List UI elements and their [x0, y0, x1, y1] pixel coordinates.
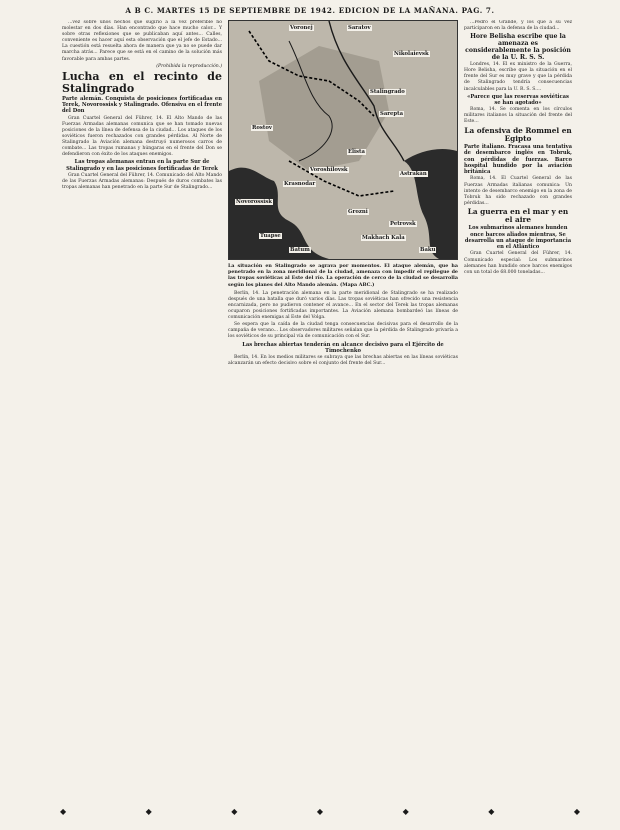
map-label-krasnodar: Krasnodar — [284, 181, 316, 187]
intro-article-text: ...vez sobre unos hechos que sugirió a la vez preferible no molestar en dos días. Han encontrado que hace mucho calor... Y sobre otras reflexiones que se publicaban aquí antes... Calles, conveniente es hacer aquí esta observación que el jefe de Estado... La cuestión está resuelta ahora de manera que ya no se puede dar marcha atrás... Parece que se está en el camino de la solución más favorable para ambas partes. — [62, 20, 222, 62]
map-label-grozni: Grozni — [348, 209, 368, 215]
column-right — [464, 20, 572, 790]
ornament-icon: ◆ — [145, 807, 152, 816]
rommel-headline: La ofensiva de Rommel en Egipto — [464, 125, 572, 143]
map-label-tuapse: Tuapse — [260, 233, 281, 239]
map-label-voronej: Voronej — [290, 25, 313, 31]
map-caption: La situación en Stalingrado se agrava por momentos. El ataque alemán, que ha penetrado en la zona meridional de la ciudad, amenaza con impedir el repliegue de las tropas soviéticas al Este del río. La operación de cerco de la ciudad se desarrolla según los planes del Alto Mando alemán. (Mapa ABC.) — [228, 263, 458, 288]
sea-air-war-headline: La guerra en el mar y en el aire — [467, 206, 569, 225]
stalingrad-headline: Lucha en el recinto de Stalingrado — [62, 69, 222, 95]
page-header: A B C. MARTES 15 DE SEPTIEMBRE DE 1942. EDICION DE LA MAÑANA. PAG. 7. — [125, 6, 495, 15]
map-label-elista: Elista — [348, 149, 365, 155]
map-label-rostov: Rostov — [252, 125, 272, 131]
south-stalingrad-body: Gran Cuartel General del Führer, 14. Comunicado del Alto Mando de las Fuerzas Armadas alemanas: Después de duros combates las tropas alemanas han penetrado en la parte Sur de Stalingrado... — [62, 172, 222, 191]
ornament-icon: ◆ — [402, 807, 409, 816]
ornament-icon: ◆ — [231, 807, 238, 816]
center-body-2: Se espera que la caída de la ciudad tenga consecuencias decisivas para el desarrollo de la campaña de verano... Los observadores militares señalan que la pérdida de Stalingrado privaría a los soviéticos de su principal vía de comunicación con el Sur. — [228, 322, 458, 340]
footer-ornaments — [60, 807, 580, 816]
map-label-voroshilovsk: Voroshilovsk — [310, 167, 348, 173]
map-label-saratov: Saratov — [348, 25, 371, 31]
map-label-makhach-kala: Makhach Kala — [362, 235, 405, 241]
submarines-subhead: Los submarinos alemanes hunden once barcos aliados mientras, Se desarrolla un ataque de importancia en el Atlántico — [464, 225, 572, 251]
reproduction-note: (Prohibida la reproducción.) — [156, 63, 222, 69]
hore-belisha-body: Londres, 14. El ex ministro de la Guerra, Hore Belisha, escribe que la situación en el frente del Sur es muy grave y que la pérdida de Stalingrado tendría consecuencias incalculables para la U. R. S. S.... — [464, 62, 572, 92]
map-label-astrakan: Astrakán — [400, 171, 427, 177]
stalingrad-body: Gran Cuartel General del Führer, 14. El Alto Mando de las Fuerzas Armadas alemanas comunica que se han tomado nuevas posiciones de la línea de defensa de la ciudad... Los ataques de los soviéticos fueron rechazados con grandes pérdidas. Al Norte de Stalingrado la Aviación alemana destruyó numerosos carros de combate... Las tropas rumanas y húngaras en el frente del Don se defendieron con éxito de los ataques enemigos. — [62, 115, 222, 158]
reserves-subhead: «Parece que las reservas soviéticas se han agotado» — [467, 93, 569, 106]
hore-belisha-headline: Hore Belisha escribe que la amenaza es considerablemente la posición de la U. R. S. S. — [465, 33, 571, 62]
ornament-icon: ◆ — [573, 807, 580, 816]
center-body-1: Berlín, 14. La penetración alemana en la parte meridional de Stalingrado se ha realizado después de una batalla que duró varios días. Las tropas soviéticas han ofrecido una resistencia encarnizada, pero no pudieron contener el avance... En el sector del Terek las tropas alemanas ocuparon posiciones fortificadas importantes. La Aviación alemana bombardeó las líneas de comunicación enemigas al Este del Volga. — [228, 290, 458, 321]
timoshenko-subhead: Las brechas abiertas tenderán en alcance decisivo para el Ejército de Timochenko — [242, 341, 444, 354]
rommel-subhead: Parte italiano. Fracasa una tentativa de desembarco inglés en Tobruk, con pérdidas de fuerzas. Barco hospital hundido por la aviación británica — [464, 143, 572, 176]
map-label-stalingrado: Stalingrado — [370, 89, 405, 95]
ornament-icon: ◆ — [316, 807, 324, 816]
ornament-icon: ◆ — [60, 807, 67, 816]
south-stalingrad-headline: Las tropas alemanas entran en la parte Sur de Stalingrado y en las posiciones fortificadas de Terek — [66, 159, 218, 172]
center-body-3: Berlín, 14. En los medios militares se subraya que las brechas abiertas en las líneas soviéticas alcanzarán un efecto decisivo sobre el conjunto del frente del Sur... — [228, 355, 458, 367]
stalingrad-subhead: Parte alemán. Conquista de posiciones fortificadas en Terek, Novorossisk y Stalingrado. Ofensiva en el frente del Don — [62, 95, 222, 115]
map-label-nikolaievsk: Nikolaievsk — [394, 51, 429, 57]
map-label-novorossisk: Novorossisk — [236, 199, 272, 205]
map-label-sarepta: Sarepta — [380, 111, 404, 117]
map-label-petrovsk: Petrovsk — [390, 221, 416, 227]
rommel-body: Roma, 14. El Cuartel General de las Fuerzas Armadas italianas comunica: Un intento de desembarco enemigo en la zona de Tobruk ha sido rechazado con grandes pérdidas... — [464, 176, 572, 206]
right-top-text: ...Pedro el Grande, y los que a su vez participaron en la defensa de la ciudad... — [464, 20, 572, 32]
ornament-icon: ◆ — [488, 807, 495, 816]
reserves-body: Roma, 14. Se comenta en los círculos militares italianos la situación del frente del Este... — [464, 107, 572, 125]
submarines-body: Gran Cuartel General del Führer, 14. Comunicado especial: Los submarinos alemanes han hundido once barcos enemigos con un total de 68.000 toneladas... — [464, 251, 572, 275]
caucasus-map — [228, 20, 458, 260]
map-label-baku: Baku — [420, 247, 436, 253]
column-center — [228, 20, 458, 790]
column-left — [62, 20, 222, 790]
map-label-batum: Batum — [290, 247, 310, 253]
